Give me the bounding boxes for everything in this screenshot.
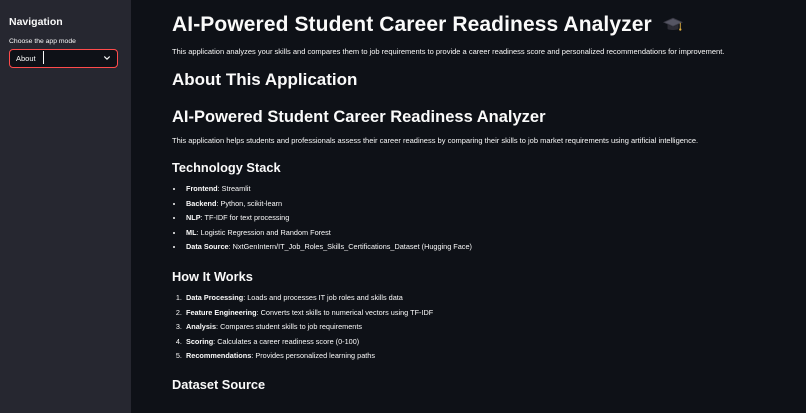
list-item: 1. Data Processing: Loads and processes IT job roles and skills data xyxy=(184,291,786,306)
sidebar xyxy=(0,0,131,413)
list-item: • Backend: Python, scikit-learn xyxy=(184,197,786,212)
list-item: 5. Recommendations: Provides personalized learning paths xyxy=(184,349,786,364)
sidebar-heading: Navigation xyxy=(9,16,63,28)
mode-select-label: Choose the app mode xyxy=(9,38,76,45)
app-heading: AI-Powered Student Career Readiness Analyzer xyxy=(172,108,546,126)
list-item: 2. Feature Engineering: Converts text skills to numerical vectors using TF-IDF xyxy=(184,306,786,321)
main-content xyxy=(131,0,806,413)
page-title: AI-Powered Student Career Readiness Analyzer xyxy=(172,13,652,36)
chevron-down-icon[interactable] xyxy=(103,54,111,62)
dataset-source-heading: Dataset Source xyxy=(172,376,266,392)
how-it-works-list xyxy=(172,291,786,364)
list-item: • Frontend: Streamlit xyxy=(184,182,786,197)
list-item: 4. Scoring: Calculates a career readiness score (0-100) xyxy=(184,335,786,350)
intro-text: This application analyzes your skills and compares them to job requirements to provide a career readiness score and personalized recommendations for improvement. xyxy=(172,47,725,56)
mode-select[interactable] xyxy=(9,49,118,68)
list-item: 3. Analysis: Compares student skills to job requirements xyxy=(184,320,786,335)
list-item: • NLP: TF-IDF for text processing xyxy=(184,211,786,226)
app-description: This application helps students and professionals assess their career readiness by comparing their skills to job market requirements using artificial intelligence. xyxy=(172,136,699,145)
about-heading: About This Application xyxy=(172,70,358,89)
graduation-cap-icon xyxy=(662,15,684,35)
mode-select-value: About xyxy=(16,54,36,63)
tech-stack-heading: Technology Stack xyxy=(172,160,281,175)
how-it-works-heading: How It Works xyxy=(172,268,253,284)
tech-stack-list xyxy=(172,182,786,255)
text-cursor xyxy=(43,51,44,64)
list-item: • Data Source: NxtGenIntern/IT_Job_Roles_Skills_Certifications_Dataset (Hugging Face) xyxy=(184,240,786,255)
list-item: • ML: Logistic Regression and Random Forest xyxy=(184,226,786,241)
title-row xyxy=(172,11,786,39)
